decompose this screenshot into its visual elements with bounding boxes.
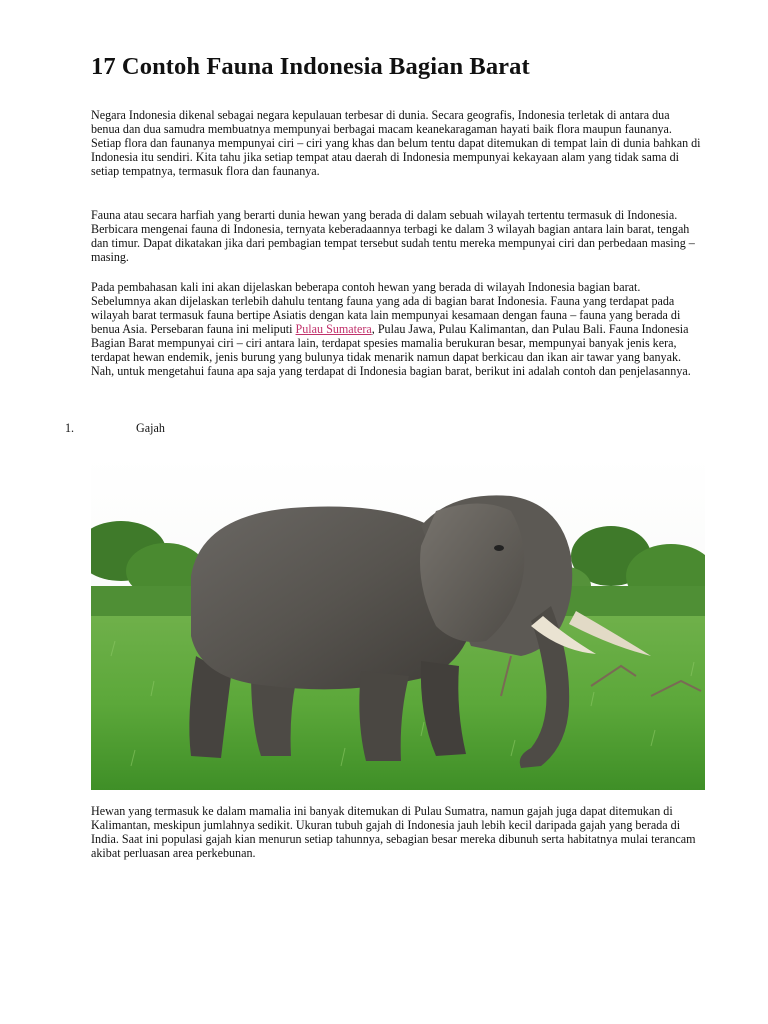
- paragraph-text-after-link: , Pulau Jawa, Pulau Kalimantan, dan Pulau Bali. Fauna Indonesia Bagian Barat mempunyai ciri – ciri antara lain, terdapat spesies mamalia berukuran besar, mempunyai banyak jenis kera, terdapat hewan endemik, jenis burung yang bulunya tidak menarik namun dapat berkicau dan ikan air tawar yang banyak. Nah, untuk mengetahui fauna apa saja yang terdapat di Indonesia bagian barat, berikut ini adalah contoh dan penjelasannya.: [91, 322, 691, 378]
- article: [65, 52, 703, 860]
- pulau-sumatera-link[interactable]: Pulau Sumatera: [295, 322, 372, 336]
- page-title: 17 Contoh Fauna Indonesia Bagian Barat: [91, 53, 530, 80]
- paragraph-western-fauna: [91, 280, 701, 378]
- list-number: 1.: [65, 421, 75, 435]
- paragraph-text-before-link: Pada pembahasan kali ini akan dijelaskan beberapa contoh hewan yang berada di wilayah Indonesia bagian barat. Sebelumnya akan dijelaskan terlebih dahulu tentang fauna yang ada di bagian barat Indonesia. Fauna yang terdapat pada wilayah barat termasuk fauna bertipe Asiatis dengan kata lain mempunyai kesamaan dengan fauna – fauna yang berada di benua Asia. Persebaran fauna ini meliputi: [91, 280, 681, 336]
- elephant-photo: [91, 456, 705, 790]
- paragraph-fauna-definition: Fauna atau secara harfiah yang berarti dunia hewan yang berada di dalam sebuah wilayah tertentu termasuk di Indonesia. Berbicara mengenai fauna di Indonesia, ternyata keberadaannya terbagi ke dalam 3 wilayah bagian antara lain barat, tengah dan timur. Dapat dikatakan jika dari pembagian tempat tersebut sudah tentu mereka mempunyai ciri dan perbedaan masing – masing.: [91, 208, 695, 264]
- paragraph-intro: Negara Indonesia dikenal sebagai negara kepulauan terbesar di dunia. Secara geografis, Indonesia terletak di antara dua benua dan dua samudra membuatnya mempunyai berbagai macam keanekaragaman hayati baik flora maupun faunanya. Setiap flora dan faunanya mempunyai ciri – ciri yang khas dan belum tentu dapat ditemukan di tempat lain di dunia bahkan di Indonesia itu sendiri. Kita tahu jika setiap tempat atau daerah di Indonesia mempunyai kekayaan alam yang tidak sama di setiap tempatnya, termasuk flora dan faunanya.: [91, 108, 701, 178]
- list-label: Gajah: [136, 421, 165, 435]
- paragraph-gajah: Hewan yang termasuk ke dalam mamalia ini banyak ditemukan di Pulau Sumatra, namun gajah juga dapat ditemukan di Kalimantan, meskipun jumlahnya sedikit. Ukuran tubuh gajah di Indonesia jauh lebih kecil daripada gajah yang berada di India. Saat ini populasi gajah kian menurun setiap tahunnya, sebagian besar mereka dibunuh serta habitatnya mulai terancam akibat perluasan area perkebunan.: [91, 804, 696, 860]
